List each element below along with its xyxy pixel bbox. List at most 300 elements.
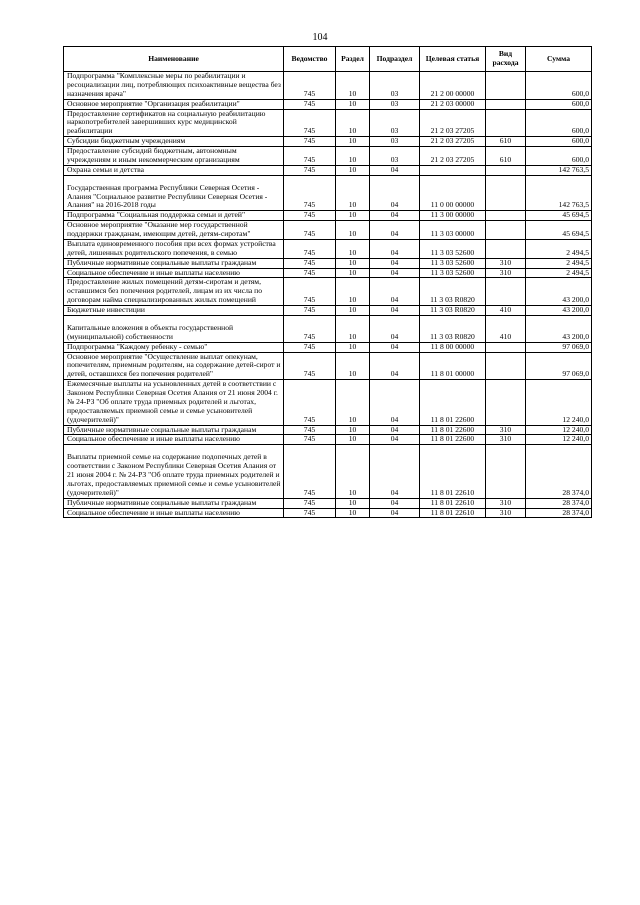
cell-expense-type-text: 610 (499, 136, 512, 146)
cell-razdel-text: 10 (348, 98, 357, 108)
table-row (64, 175, 592, 211)
cell-sum (526, 175, 592, 211)
cell-podrazdel (370, 99, 420, 109)
cell-razdel-text: 10 (348, 229, 357, 238)
cell-target-article (420, 435, 486, 445)
cell-podrazdel (370, 109, 420, 137)
cell-vedomstvo (284, 211, 336, 221)
cell-podrazdel-text: 04 (390, 369, 399, 379)
table-row (64, 239, 592, 258)
cell-expense-type (486, 352, 526, 380)
cell-target-article (420, 211, 486, 221)
cell-vedomstvo (284, 165, 336, 175)
header-podrazdel: Подраздел (370, 47, 420, 72)
cell-target-article-text: 11 3 00 00000 (430, 210, 475, 220)
cell-name (64, 239, 284, 258)
cell-name (64, 380, 284, 425)
cell-podrazdel-text: 04 (390, 164, 399, 174)
cell-vedomstvo (284, 306, 336, 316)
cell-expense-type (486, 278, 526, 306)
cell-name-text: Субсидии бюджетным учреждениям (67, 136, 186, 146)
cell-podrazdel (370, 278, 420, 306)
cell-vedomstvo-text: 745 (303, 507, 316, 517)
cell-podrazdel (370, 508, 420, 518)
cell-expense-type (486, 211, 526, 221)
header-vedomstvo: Ведомство (284, 47, 336, 72)
cell-sum-text: 43 200,0 (562, 295, 589, 305)
cell-target-article-text: 11 8 01 22600 (430, 424, 475, 434)
cell-sum-text: 43 200,0 (562, 305, 589, 314)
cell-razdel (336, 137, 370, 147)
cell-sum (526, 278, 592, 306)
cell-razdel-text: 10 (348, 295, 357, 305)
header-target-article: Целевая статья (420, 47, 486, 72)
cell-expense-type-text: 310 (499, 507, 512, 517)
cell-sum-text: 28 374,0 (562, 487, 589, 497)
cell-expense-type (486, 380, 526, 425)
cell-razdel (336, 72, 370, 100)
cell-sum (526, 352, 592, 380)
cell-sum-text: 43 200,0 (562, 331, 589, 341)
table-row (64, 109, 592, 137)
cell-sum (526, 109, 592, 137)
cell-sum (526, 342, 592, 352)
cell-razdel (336, 268, 370, 278)
cell-podrazdel-text: 04 (390, 434, 399, 444)
cell-podrazdel-text: 03 (390, 98, 399, 108)
cell-podrazdel (370, 137, 420, 147)
cell-name-text: Ежемесячные выплаты на усыновленных детей в соответствии с Законом Республики Северная Осетия Алания от 21 июня 2004 г. № 24-РЗ "Об оплате труда приемных родителей и льготах, предоставляемых приемной семье и семье усыновителей (удочерителей)" (67, 379, 278, 424)
cell-name-text: Предоставление субсидий бюджетным, автономным учреждениям и иным некоммерческим организациям (67, 146, 240, 164)
cell-razdel (336, 109, 370, 137)
cell-vedomstvo-text: 745 (303, 487, 316, 497)
cell-razdel-text: 10 (348, 507, 357, 517)
cell-name-text: Выплата единовременного пособия при всех формах устройства детей, лишенных родительского попечения, в семью (67, 238, 276, 257)
cell-razdel-text: 10 (348, 341, 357, 351)
cell-razdel-text: 10 (348, 414, 357, 424)
cell-sum-text: 45 694,5 (562, 229, 589, 238)
cell-name (64, 109, 284, 137)
cell-target-article (420, 239, 486, 258)
cell-vedomstvo (284, 342, 336, 352)
header-sum: Сумма (526, 47, 592, 72)
cell-target-article-text: 11 8 00 00000 (430, 341, 475, 351)
table-row (64, 165, 592, 175)
cell-sum-text: 600,0 (571, 98, 589, 108)
cell-vedomstvo-text: 745 (303, 257, 316, 267)
cell-vedomstvo-text: 745 (303, 200, 316, 210)
cell-sum (526, 72, 592, 100)
cell-expense-type (486, 109, 526, 137)
cell-podrazdel (370, 342, 420, 352)
cell-podrazdel-text: 04 (390, 507, 399, 517)
cell-podrazdel-text: 04 (390, 487, 399, 497)
table-row (64, 435, 592, 445)
cell-podrazdel-text: 04 (390, 341, 399, 351)
cell-vedomstvo (284, 315, 336, 342)
cell-vedomstvo (284, 221, 336, 240)
cell-vedomstvo-text: 745 (303, 434, 316, 444)
cell-target-article-text: 21 2 03 27205 (430, 136, 475, 146)
cell-podrazdel-text: 04 (390, 497, 399, 507)
cell-name-text: Социальное обеспечение и иные выплаты населению (67, 267, 240, 277)
cell-expense-type (486, 147, 526, 166)
cell-razdel (336, 147, 370, 166)
cell-vedomstvo-text: 745 (303, 497, 316, 507)
cell-podrazdel (370, 445, 420, 498)
table-row (64, 315, 592, 342)
cell-name-text: Бюджетные инвестиции (67, 305, 145, 314)
cell-name (64, 165, 284, 175)
cell-expense-type (486, 137, 526, 147)
cell-razdel-text: 10 (348, 267, 357, 277)
cell-razdel (336, 306, 370, 316)
cell-podrazdel-text: 04 (390, 210, 399, 220)
cell-vedomstvo-text: 745 (303, 164, 316, 174)
cell-razdel (336, 221, 370, 240)
cell-podrazdel (370, 221, 420, 240)
cell-expense-type (486, 268, 526, 278)
cell-vedomstvo (284, 109, 336, 137)
cell-name (64, 72, 284, 100)
cell-expense-type-text: 310 (499, 434, 512, 444)
cell-razdel-text: 10 (348, 200, 357, 210)
header-expense-type: Вид расхода (486, 47, 526, 72)
cell-target-article-text: 11 3 03 00000 (430, 229, 475, 238)
cell-sum-text: 600,0 (571, 88, 589, 98)
header-row (64, 47, 592, 72)
cell-podrazdel (370, 268, 420, 278)
cell-target-article (420, 147, 486, 166)
cell-podrazdel (370, 211, 420, 221)
cell-name-text: Предоставление жилых помещений детям-сиротам и детям, оставшимся без попечения родителей, лицам из их числа по договорам найма специализированных жилых помещений (67, 277, 263, 305)
cell-sum (526, 99, 592, 109)
cell-razdel (336, 445, 370, 498)
cell-sum-text: 600,0 (571, 136, 589, 146)
cell-vedomstvo-text: 745 (303, 210, 316, 220)
cell-sum (526, 445, 592, 498)
cell-podrazdel (370, 315, 420, 342)
cell-sum-text: 28 374,0 (562, 507, 589, 517)
cell-sum (526, 147, 592, 166)
cell-expense-type (486, 221, 526, 240)
cell-sum-text: 97 069,0 (562, 341, 589, 351)
cell-vedomstvo (284, 175, 336, 211)
cell-vedomstvo (284, 147, 336, 166)
cell-target-article-text: 21 2 03 27205 (430, 126, 475, 136)
cell-target-article-text: 21 2 03 27205 (430, 154, 475, 164)
cell-podrazdel (370, 147, 420, 166)
cell-expense-type-text: 310 (499, 497, 512, 507)
cell-sum (526, 508, 592, 518)
table-row (64, 306, 592, 316)
cell-podrazdel-text: 04 (390, 295, 399, 305)
cell-podrazdel (370, 239, 420, 258)
cell-target-article (420, 221, 486, 240)
cell-vedomstvo-text: 745 (303, 267, 316, 277)
cell-name-text: Государственная программа Республики Северная Осетия - Алания "Социальное развитие Республики Северная Осетия - Алания" на 2016-2018 годы (67, 182, 268, 210)
cell-razdel-text: 10 (348, 136, 357, 146)
cell-sum (526, 239, 592, 258)
cell-podrazdel-text: 04 (390, 305, 399, 314)
cell-expense-type (486, 99, 526, 109)
cell-podrazdel-text: 03 (390, 88, 399, 98)
cell-razdel-text: 10 (348, 126, 357, 136)
cell-target-article-text: 11 0 00 00000 (430, 200, 475, 210)
cell-sum-text: 12 240,0 (562, 434, 589, 444)
cell-expense-type-text: 310 (499, 424, 512, 434)
cell-sum-text: 2 494,5 (566, 247, 589, 257)
cell-expense-type-text: 310 (499, 257, 512, 267)
cell-name-text: Подпрограмма "Социальная поддержка семьи и детей" (67, 210, 246, 220)
cell-name-text: Социальное обеспечение и иные выплаты населению (67, 434, 240, 444)
header-name: Наименование (64, 47, 284, 72)
cell-target-article-text: 11 8 01 22610 (430, 507, 475, 517)
cell-target-article (420, 137, 486, 147)
cell-name-text: Основное мероприятие "Организация реабилитации" (67, 98, 240, 108)
cell-podrazdel-text: 04 (390, 267, 399, 277)
cell-podrazdel (370, 165, 420, 175)
cell-name-text: Основное мероприятие "Осуществление выплат опекунам, попечителям, приемным родителям, на содержание детей-сирот и детей, оставшихся без попечения родителей" (67, 351, 281, 379)
cell-podrazdel (370, 380, 420, 425)
cell-name-text: Подпрограмма "Каждому ребенку - семью" (67, 341, 208, 351)
cell-vedomstvo-text: 745 (303, 247, 316, 257)
cell-podrazdel (370, 72, 420, 100)
cell-podrazdel-text: 04 (390, 247, 399, 257)
cell-vedomstvo-text: 745 (303, 369, 316, 379)
cell-razdel-text: 10 (348, 487, 357, 497)
cell-vedomstvo-text: 745 (303, 154, 316, 164)
cell-vedomstvo-text: 745 (303, 126, 316, 136)
cell-podrazdel-text: 04 (390, 424, 399, 434)
table-body (64, 72, 592, 518)
cell-sum (526, 315, 592, 342)
cell-sum-text: 142 763,5 (558, 200, 589, 210)
cell-name-text: Капитальные вложения в объекты государственной (муниципальной) собственности (67, 322, 234, 341)
cell-podrazdel-text: 04 (390, 331, 399, 341)
cell-podrazdel-text: 04 (390, 229, 399, 238)
cell-target-article (420, 315, 486, 342)
table-row (64, 278, 592, 306)
cell-name (64, 352, 284, 380)
table-row (64, 72, 592, 100)
cell-name-text: Подпрограмма "Комплексные меры по реабилитации и ресоциализации лиц, потребляющих психоактивные вещества без назначения врача" (67, 71, 281, 98)
cell-razdel-text: 10 (348, 331, 357, 341)
cell-target-article (420, 165, 486, 175)
cell-target-article-text: 11 8 01 00000 (430, 369, 475, 379)
cell-target-article-text: 11 3 03 52600 (430, 257, 475, 267)
table-row (64, 380, 592, 425)
cell-razdel (336, 435, 370, 445)
cell-vedomstvo (284, 239, 336, 258)
cell-podrazdel-text: 03 (390, 154, 399, 164)
cell-razdel-text: 10 (348, 305, 357, 314)
cell-sum (526, 211, 592, 221)
cell-vedomstvo (284, 352, 336, 380)
cell-podrazdel (370, 306, 420, 316)
cell-vedomstvo (284, 72, 336, 100)
cell-name (64, 278, 284, 306)
cell-razdel (336, 278, 370, 306)
cell-vedomstvo (284, 380, 336, 425)
cell-expense-type (486, 165, 526, 175)
cell-name (64, 147, 284, 166)
cell-name-text: Публичные нормативные социальные выплаты гражданам (67, 424, 257, 434)
cell-razdel (336, 380, 370, 425)
cell-podrazdel-text: 04 (390, 414, 399, 424)
table-row (64, 352, 592, 380)
cell-vedomstvo (284, 137, 336, 147)
cell-sum-text: 2 494,5 (566, 267, 589, 277)
cell-podrazdel-text: 04 (390, 257, 399, 267)
cell-name (64, 445, 284, 498)
cell-target-article-text: 11 3 03 52600 (430, 267, 475, 277)
cell-sum (526, 221, 592, 240)
cell-expense-type-text: 410 (499, 331, 512, 341)
cell-razdel (336, 239, 370, 258)
cell-target-article (420, 175, 486, 211)
cell-vedomstvo (284, 435, 336, 445)
cell-razdel-text: 10 (348, 369, 357, 379)
cell-vedomstvo-text: 745 (303, 136, 316, 146)
cell-expense-type-text: 610 (499, 154, 512, 164)
cell-razdel (336, 342, 370, 352)
cell-target-article (420, 109, 486, 137)
cell-target-article-text: 11 8 01 22600 (430, 414, 475, 424)
cell-razdel (336, 211, 370, 221)
cell-vedomstvo-text: 745 (303, 341, 316, 351)
cell-name-text: Основное мероприятие "Оказание мер государственной поддержки гражданам, имеющим детей, детям-сиротам" (67, 220, 251, 238)
cell-name (64, 306, 284, 316)
cell-name-text: Охрана семьи и детства (67, 164, 144, 174)
cell-expense-type (486, 315, 526, 342)
cell-sum (526, 380, 592, 425)
cell-name (64, 175, 284, 211)
cell-vedomstvo (284, 268, 336, 278)
cell-razdel (336, 175, 370, 211)
cell-razdel-text: 10 (348, 88, 357, 98)
cell-expense-type (486, 508, 526, 518)
cell-vedomstvo-text: 745 (303, 229, 316, 238)
cell-sum-text: 97 069,0 (562, 369, 589, 379)
cell-vedomstvo-text: 745 (303, 98, 316, 108)
cell-name (64, 221, 284, 240)
cell-podrazdel (370, 175, 420, 211)
budget-table (63, 46, 592, 518)
cell-podrazdel (370, 352, 420, 380)
cell-sum-text: 2 494,5 (566, 257, 589, 267)
cell-razdel-text: 10 (348, 154, 357, 164)
cell-razdel-text: 10 (348, 164, 357, 174)
cell-razdel (336, 165, 370, 175)
cell-razdel-text: 10 (348, 434, 357, 444)
cell-razdel (336, 315, 370, 342)
cell-target-article-text: 11 8 01 22600 (430, 434, 475, 444)
cell-vedomstvo (284, 278, 336, 306)
cell-name-text: Публичные нормативные социальные выплаты гражданам (67, 257, 257, 267)
cell-name (64, 315, 284, 342)
cell-target-article-text: 11 3 03 R0820 (430, 331, 475, 341)
table-row (64, 147, 592, 166)
cell-target-article (420, 508, 486, 518)
cell-name (64, 435, 284, 445)
cell-sum (526, 137, 592, 147)
cell-sum-text: 12 240,0 (562, 414, 589, 424)
cell-name-text: Предоставление сертификатов на социальную реабилитацию наркопотребителей завершивших курс медицинской реабилитации (67, 108, 266, 136)
cell-expense-type (486, 175, 526, 211)
cell-podrazdel-text: 03 (390, 126, 399, 136)
cell-target-article (420, 99, 486, 109)
cell-vedomstvo-text: 745 (303, 305, 316, 314)
cell-sum-text: 12 240,0 (562, 424, 589, 434)
table-row (64, 508, 592, 518)
table-row (64, 221, 592, 240)
cell-razdel-text: 10 (348, 257, 357, 267)
cell-target-article (420, 342, 486, 352)
cell-expense-type-text: 410 (499, 305, 512, 314)
cell-razdel-text: 10 (348, 497, 357, 507)
cell-sum (526, 268, 592, 278)
table-row (64, 445, 592, 498)
cell-razdel-text: 10 (348, 247, 357, 257)
cell-sum-text: 600,0 (571, 154, 589, 164)
cell-target-article (420, 278, 486, 306)
cell-vedomstvo-text: 745 (303, 414, 316, 424)
cell-vedomstvo-text: 745 (303, 88, 316, 98)
cell-target-article-text: 11 3 03 52600 (430, 247, 475, 257)
cell-razdel (336, 99, 370, 109)
cell-target-article (420, 306, 486, 316)
cell-expense-type (486, 342, 526, 352)
cell-target-article-text: 21 2 00 00000 (430, 88, 475, 98)
cell-target-article (420, 72, 486, 100)
cell-sum (526, 306, 592, 316)
cell-vedomstvo-text: 745 (303, 424, 316, 434)
cell-expense-type (486, 435, 526, 445)
cell-target-article (420, 352, 486, 380)
cell-expense-type (486, 72, 526, 100)
cell-vedomstvo (284, 508, 336, 518)
cell-podrazdel-text: 04 (390, 200, 399, 210)
cell-expense-type (486, 239, 526, 258)
cell-expense-type (486, 445, 526, 498)
cell-name (64, 508, 284, 518)
page-number: 104 (312, 32, 328, 43)
cell-target-article-text: 11 8 01 22610 (430, 497, 475, 507)
cell-target-article-text: 11 3 03 R0820 (430, 295, 475, 305)
cell-target-article-text: 11 3 03 R0820 (430, 305, 475, 314)
cell-sum-text: 142 763,5 (558, 164, 589, 174)
cell-vedomstvo-text: 745 (303, 295, 316, 305)
cell-name-text: Социальное обеспечение и иные выплаты населению (67, 507, 240, 517)
cell-expense-type-text: 310 (499, 267, 512, 277)
cell-sum (526, 435, 592, 445)
cell-name-text: Публичные нормативные социальные выплаты гражданам (67, 497, 257, 507)
cell-sum-text: 28 374,0 (562, 497, 589, 507)
cell-sum (526, 165, 592, 175)
cell-target-article (420, 445, 486, 498)
cell-target-article (420, 268, 486, 278)
cell-target-article-text: 21 2 03 00000 (430, 98, 475, 108)
cell-razdel-text: 10 (348, 210, 357, 220)
cell-name-text: Выплаты приемной семье на содержание подопечных детей в соответствии с Законом Республики Северная Осетия Алания от 21 июня 2004 г. № 24-РЗ "Об оплате труда приемных родителей и льготах, предоставляемых приемной семье и семье усыновителей (удочерителей)" (67, 452, 281, 497)
cell-target-article-text: 11 8 01 22610 (430, 487, 475, 497)
cell-razdel (336, 508, 370, 518)
cell-sum-text: 45 694,5 (562, 210, 589, 220)
cell-vedomstvo (284, 445, 336, 498)
cell-expense-type (486, 306, 526, 316)
cell-target-article (420, 380, 486, 425)
